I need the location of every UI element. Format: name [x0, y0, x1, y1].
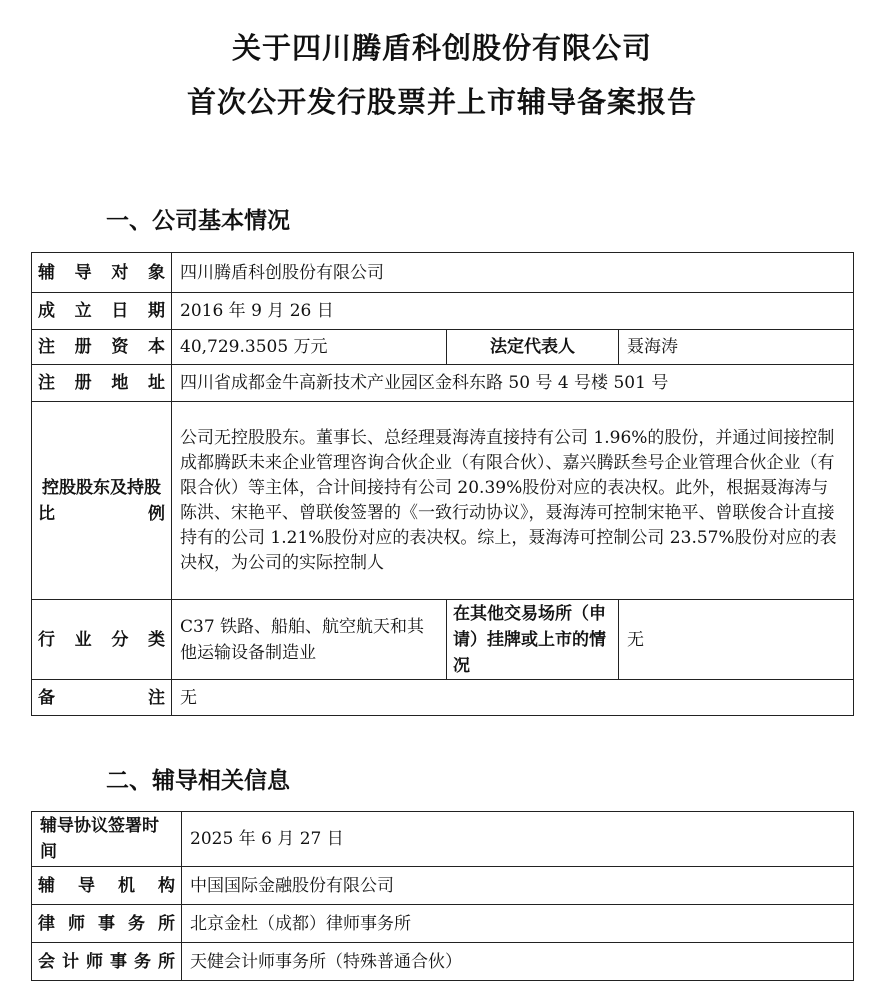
law-firm-label: 律师事务所 [32, 905, 182, 943]
remark-label: 备 注 [32, 680, 172, 716]
agreement-value: 2025 年 6 月 27 日 [182, 812, 854, 867]
listing-label: 在其他交易场所（申请）挂牌或上市的情况 [447, 600, 619, 680]
accounting-firm-value: 天健会计师事务所（特殊普通合伙） [182, 943, 854, 981]
table-row [32, 812, 854, 867]
document-title-line1: 关于四川腾盾科创股份有限公司 [231, 31, 652, 65]
section1-heading: 一、公司基本情况 [106, 208, 290, 234]
law-firm-value: 北京金杜（成都）律师事务所 [182, 905, 854, 943]
target-label: 辅 导 对 象 [32, 253, 172, 293]
address-value: 四川省成都金牛高新技术产业园区金科东路 50 号 4 号楼 501 号 [172, 365, 854, 402]
holder-label: 控股股东及持股比例 [32, 402, 172, 600]
document-title-line2: 首次公开发行股票并上市辅导备案报告 [186, 85, 697, 119]
industry-label: 行 业 分 类 [32, 600, 172, 680]
holder-value: 公司无控股股东。董事长、总经理聂海涛直接持有公司 1.96%的股份，并通过间接控制成都腾跃未来企业管理咨询合伙企业（有限合伙）、嘉兴腾跃叁号企业管理合伙企业（有限合伙）等主体，合计间接持有公司 20.39%股份对应的表决权。此外，根据聂海涛与陈洪、宋艳平、曾联俊签署的《一致行动协议》，聂海涛可控制宋艳平、曾联俊合计直接持有的公司 1.21%股份对应的表决权。综上，聂海涛可控制公司 23.57%股份对应的表决权，为公司的实际控制人 [172, 402, 854, 600]
date-label: 成 立 日 期 [32, 293, 172, 330]
table-row [32, 680, 854, 716]
company-info-table [31, 252, 854, 716]
table-row [32, 253, 854, 293]
table-row [32, 905, 854, 943]
date-value: 2016 年 9 月 26 日 [172, 293, 854, 330]
table-row [32, 943, 854, 981]
table-row [32, 330, 854, 365]
table-row [32, 600, 854, 680]
table-row [32, 402, 854, 600]
listing-value: 无 [619, 600, 854, 680]
accounting-firm-label: 会计师事务所 [32, 943, 182, 981]
agency-value: 中国国际金融股份有限公司 [182, 867, 854, 905]
rep-label: 法定代表人 [447, 330, 619, 365]
table-row [32, 293, 854, 330]
section2-heading: 二、辅导相关信息 [106, 768, 290, 794]
table-row [32, 867, 854, 905]
capital-value: 40,729.3505 万元 [172, 330, 447, 365]
rep-value: 聂海涛 [619, 330, 854, 365]
agency-label: 辅 导 机 构 [32, 867, 182, 905]
counseling-info-table [31, 811, 854, 981]
address-label: 注 册 地 址 [32, 365, 172, 402]
industry-value: C37 铁路、船舶、航空航天和其他运输设备制造业 [172, 600, 447, 680]
agreement-label: 辅导协议签署时间 [32, 812, 182, 867]
table-row [32, 365, 854, 402]
capital-label: 注 册 资 本 [32, 330, 172, 365]
target-value: 四川腾盾科创股份有限公司 [172, 253, 854, 293]
remark-value: 无 [172, 680, 854, 716]
